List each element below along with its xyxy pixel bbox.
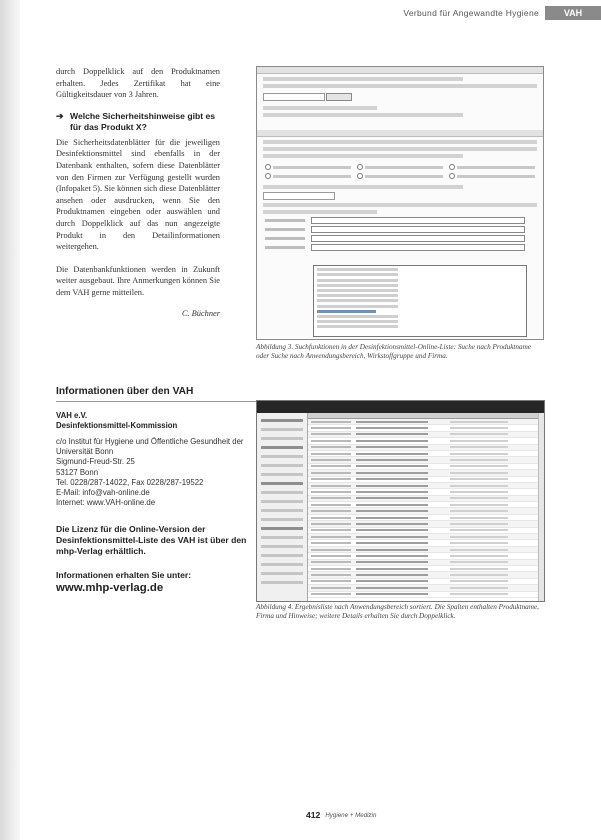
header-badge: VAH — [545, 6, 601, 20]
body-paragraph: Die Datenbankfunktionen werden in Zukunft weiter ausgebaut. Ihre Anmerkungen können Sie dem VAH gerne mitteilen. — [56, 264, 220, 297]
screenshot-radio — [449, 164, 535, 170]
question-heading — [56, 111, 220, 133]
screenshot-form-row — [265, 217, 535, 224]
org-subtitle: Desinfektionsmittel-Kommission — [56, 421, 178, 430]
screenshot-text-line — [263, 210, 377, 214]
screenshot-text-line — [263, 106, 377, 110]
question-text: Welche Sicherheitshinweise gibt es für das Produkt X? — [70, 110, 216, 132]
screenshot-text-line — [263, 147, 537, 151]
screenshot-result-table — [308, 413, 544, 601]
figure-3-caption: Abbildung 3. Suchfunktionen in der Desinfektionsmittel-Online-Liste: Suche nach Produktname oder Suche nach Anwendungsbereich, Wirkstoffgruppe und Firma. — [256, 343, 531, 361]
author-signature: C. Büchner — [181, 308, 220, 318]
screenshot-open-dropdown — [313, 265, 527, 337]
phone-fax-line: Tel. 0228/287-14022, Fax 0228/287-19522 — [56, 477, 204, 487]
screenshot-search-input — [263, 93, 325, 101]
header-section-title: Verbund für Angewandte Hygiene — [403, 8, 539, 18]
screenshot-text-line — [263, 84, 537, 88]
page-footer — [306, 810, 376, 820]
running-header — [361, 6, 601, 20]
journal-name: Hygiene + Medizin — [325, 811, 377, 819]
address-line: 53127 Bonn — [56, 467, 99, 477]
website-link[interactable]: Internet: www.VAH-online.de — [56, 498, 156, 508]
screenshot-text-line — [263, 140, 537, 144]
screenshot-radio — [265, 173, 351, 179]
page-number: 412 — [306, 810, 321, 820]
screenshot-text-line — [263, 203, 537, 207]
screenshot-radio — [357, 164, 443, 170]
screenshot-radio — [265, 164, 351, 170]
figure-4-caption: Abbildung 4. Ergebnisliste nach Anwendungsbereich sortiert. Die Spalten enthalten Produktname, Firma und Hinweise; weitere Details erhalten Sie durch Doppelklick. — [256, 603, 539, 621]
address-block — [56, 437, 266, 508]
vah-info-box — [56, 386, 266, 594]
address-line: Sigmund-Freud-Str. 25 — [56, 457, 135, 467]
screenshot-titlebar — [257, 401, 544, 413]
screenshot-search-row — [263, 93, 537, 101]
body-paragraph: durch Doppelklick auf den Produktnamen erhalten. Jedes Zertifikat hat eine Gültigkeitsdauer von 3 Jahren. — [56, 67, 220, 100]
figure-results-screenshot — [256, 400, 545, 602]
screenshot-search-button — [326, 93, 352, 101]
org-name: VAH e.V. — [56, 411, 88, 420]
page-edge-shadow — [0, 0, 20, 840]
arrow-right-icon: ➔ — [56, 110, 64, 121]
screenshot-form-row — [265, 244, 535, 251]
screenshot-form-row — [265, 235, 535, 242]
screenshot-scrollbar — [538, 413, 544, 601]
screenshot-text-line — [263, 154, 463, 158]
screenshot-form-row — [265, 226, 535, 233]
screenshot-radio — [449, 173, 535, 179]
screenshot-text-line — [263, 77, 463, 81]
screenshot-radio — [357, 173, 443, 179]
screenshot-text-line — [263, 113, 463, 117]
license-note: Die Lizenz für die Online-Version der Desinfektionsmittel-Liste des VAH ist über den mhp-Verlag erhältlich. — [56, 524, 247, 557]
screenshot-sidebar — [257, 413, 308, 601]
screenshot-text-line — [263, 185, 463, 189]
article-column — [56, 66, 220, 318]
figure-search-screenshot — [256, 66, 544, 340]
info-box-title: Informationen über den VAH — [56, 386, 266, 402]
email-link[interactable]: E-Mail: info@vah-online.de — [56, 488, 150, 498]
screenshot-input-row — [263, 192, 537, 200]
address-line: c/o Institut für Hygiene und Öffentliche Gesundheit der Universität Bonn — [56, 437, 244, 457]
info-source-label: Informationen erhalten Sie unter: — [56, 570, 192, 581]
screenshot-text-input — [263, 192, 335, 200]
screenshot-section-bar — [257, 67, 543, 74]
body-paragraph: Die Sicherheitsdatenblätter für die jeweiligen Desinfektionsmittel sind ebenfalls in der Datenbank enthalten, sofern diese Datenblätter von den Firmen zur Verfügung gestellt wurden (Infopaket 5). Sie können sich diese Datenblätter ansehen oder ausdrucken, wenn Sie den Produktnamen eingeben oder auswählen und durch Doppelklick auf das nun angezeigte Produkt in den Detailinformationen weitergehen. — [56, 137, 220, 252]
screenshot-section-bar — [257, 130, 543, 137]
screenshot-radio-group — [265, 164, 535, 179]
publisher-url-link[interactable]: www.mhp-verlag.de — [56, 582, 164, 595]
